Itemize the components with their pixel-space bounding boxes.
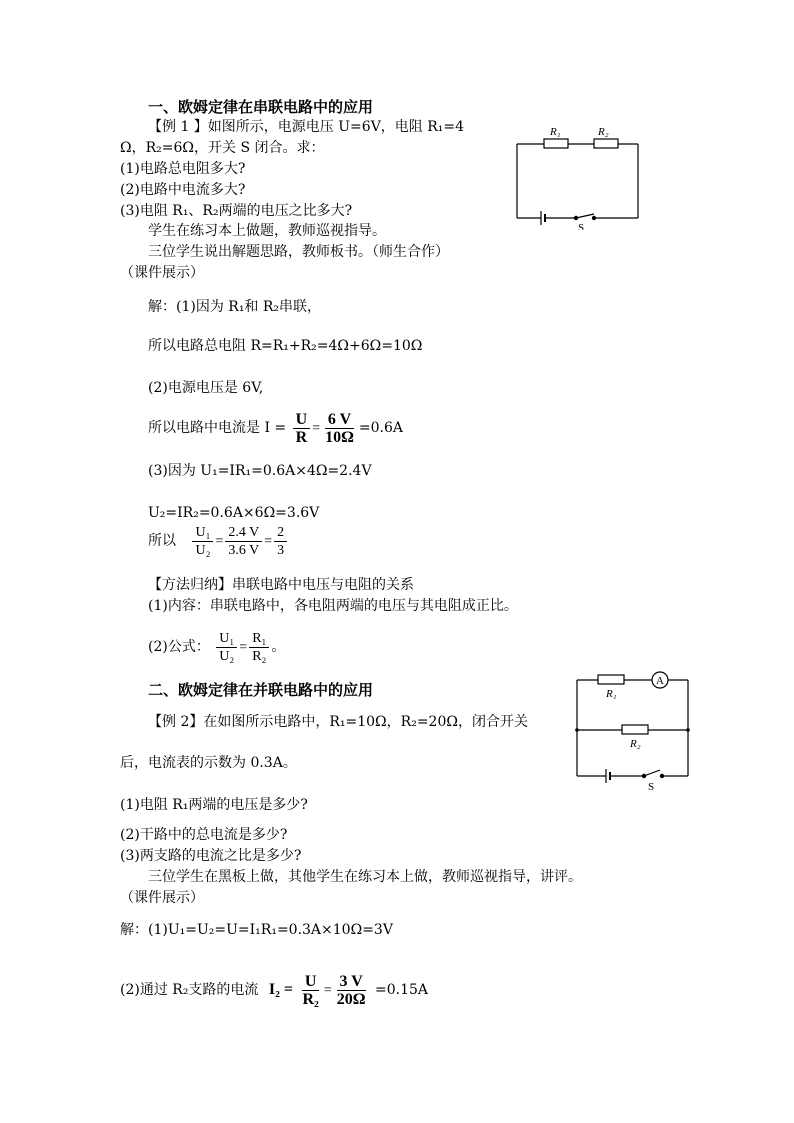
section2-title: 二、欧姆定律在并联电路中的应用 [148, 681, 374, 699]
fraction-u1-over-u2-formula: $\frac{\text{U₁}}{\text{U₂}}$ [216, 630, 237, 665]
example2-q3: (3)两支路的电流之比是多少? [120, 848, 302, 864]
example1-q1: (1)电路总电阻多大? [120, 161, 246, 177]
example1-note3: （课件展示） [120, 265, 204, 281]
fraction-3v-over-20ohm: $\frac{3 V}{20\Omega}$ [336, 972, 366, 1008]
example1-q2: (2)电路中电流多大? [120, 182, 246, 198]
fraction-u1-over-u2: $\frac{\text{U₁}}{\text{U₂}}$ [192, 524, 213, 559]
example2-note2: （课件展示） [120, 890, 204, 906]
circuit1-r1-label: R₁ [550, 126, 561, 138]
fraction-6v-over-10ohm: $\frac{6 V}{10\Omega}$ [325, 410, 354, 446]
circuit1-switch-label: S [578, 222, 585, 230]
example1-line2: Ω，R₂=6Ω，开关 S 闭合。求： [120, 140, 325, 156]
circuit2-r2-label: R₂ [630, 738, 641, 750]
solution1-s2: 所以电路总电阻 R=R₁+R₂=4Ω+6Ω=10Ω [148, 338, 423, 354]
parallel-circuit-diagram [572, 668, 694, 792]
method-content: (1)内容：串联电路中，各电阻两端的电压与其电阻成正比。 [148, 598, 518, 614]
example1-note2: 三位学生说出解题思路，教师板书。（师生合作） [148, 244, 449, 260]
section1-title: 一、欧姆定律在串联电路中的应用 [148, 98, 374, 116]
circuit1-r2-label: R₂ [598, 126, 609, 138]
fraction-u-over-r: $\frac{U}{R}$ [293, 411, 311, 446]
fraction-r1-over-r2-formula: $\frac{\text{R₁}}{\text{R₂}}$ [249, 630, 269, 665]
fraction-2.4v-over-3.6v: $\frac{2.4 V}{3.6 V}$ [225, 524, 262, 559]
method-formula: (2)公式： $\frac{\text{U₁}}{\text{U₂}}$ = $\frac{\text{R₁}}{\text{R₂}}$ 。 [148, 630, 286, 664]
example1-line1: 【例 1 】如图所示，电源电压 U=6V，电阻 R₁=4 [148, 119, 465, 135]
example2-line1: 【例 2】在如图所示电路中，R₁=10Ω，R₂=20Ω，闭合开关 [148, 714, 528, 730]
solution1-s1: 解：(1)因为 R₁和 R₂串联， [148, 299, 322, 315]
solution1-s3: (2)电源电压是 6V, [148, 380, 264, 396]
circuit2-r1-label: R₁ [606, 688, 617, 700]
solution2-s1: 解：(1)U₁=U₂=U=I₁R₁=0.3A×10Ω=3V [120, 922, 393, 938]
series-circuit-diagram [512, 118, 642, 230]
solution2-s2-prefix: (2)通过 R₂支路的电流 [120, 982, 259, 998]
solution1-s6: U₂=IR₂=0.6A×6Ω=3.6V [148, 505, 320, 521]
ammeter-label: A [656, 675, 664, 687]
method-title: 【方法归纳】串联电路中电压与电阻的关系 [148, 577, 414, 593]
fraction-2-over-3: $\frac{2}{3}$ [274, 524, 287, 559]
solution1-s4-result: =0.6A [358, 420, 404, 436]
solution1-s7: 所以 $\frac{\text{U₁}}{\text{U₂}}$ = $\frac{2.4 V}{3.6 V}$ = $\frac{2}{3}$ [148, 522, 289, 561]
fraction-u-over-r2: $\frac{U}{\text{R₂}}$ [302, 972, 319, 1008]
example2-q2: (2)干路中的总电流是多少? [120, 827, 288, 843]
example2-q1: (1)电阻 R₁两端的电压是多少? [120, 797, 308, 813]
solution2-s2-result: =0.15A [375, 982, 429, 998]
solution1-s4-prefix: 所以电路中电流是 I = [148, 420, 287, 436]
solution2-s2-lhs: I₂ = [268, 981, 294, 998]
circuit2-switch-label: S [648, 781, 655, 792]
example2-note1: 三位学生在黑板上做，其他学生在练习本上做，教师巡视指导，讲评。 [148, 869, 582, 885]
method-formula-prefix: (2)公式： [148, 639, 210, 655]
solution1-s5: (3)因为 U₁=IR₁=0.6A×4Ω=2.4V [148, 463, 372, 479]
example1-note1: 学生在练习本上做题，教师巡视指导。 [148, 223, 386, 239]
solution1-s7-prefix: 所以 [148, 533, 176, 549]
example1-q3: (3)电阻 R₁、R₂两端的电压之比多大? [120, 203, 353, 219]
example2-line2: 后，电流表的示数为 0.3A。 [120, 755, 297, 771]
solution2-s2: (2)通过 R₂支路的电流 I₂ = $\frac{U}{\text{R₂}}$ = $\frac{3 V}{20\Omega}$ =0.15A [120, 972, 429, 1008]
solution1-s4: 所以电路中电流是 I = $\frac{U}{R}$ = $\frac{6 V}{10\Omega}$ =0.6A [148, 410, 404, 446]
